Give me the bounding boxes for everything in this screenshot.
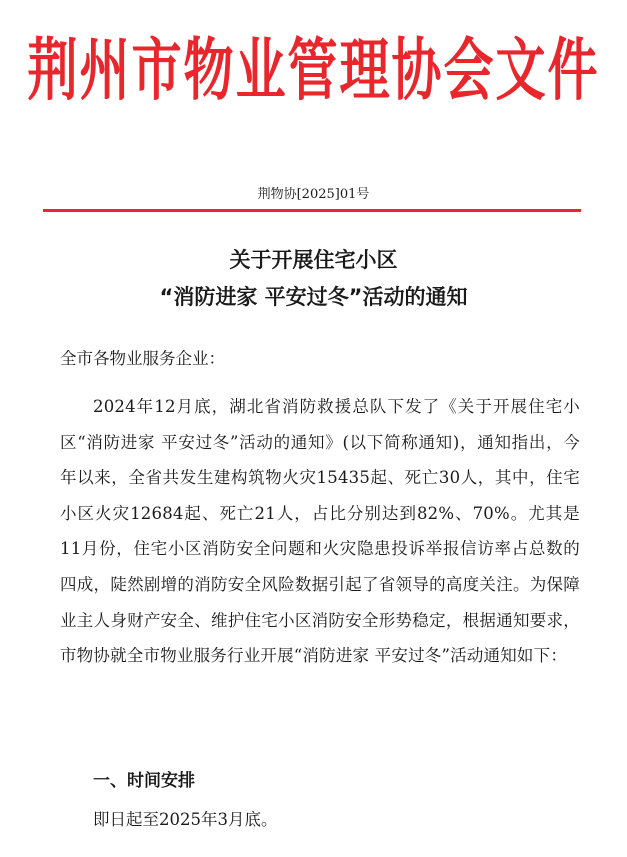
salutation: 全市各物业服务企业： — [60, 349, 225, 368]
notice-title-line1: 关于开展住宅小区 — [229, 248, 398, 272]
body-paragraph: 2024年12月底，湖北省消防救援总队下发了《关于开展住宅小区“消防进家 平安过冬”活动的通知》(以下简称通知)，通知指出，今年以来，全省共发生建构筑物火灾15435起、死亡30人，其中，住宅小区火灾12684起、死亡21人，占比分别达到82%、70%。尤其是11月份，住宅小区消防安全问题和火灾隐患投诉举报信访率占总数的四成，陡然剧增的消防安全风险数据引起了省领导的高度关注。为保障业主人身财产安全、维护住宅小区消防安全形势稳定，根据通知要求，市物协就全市物业服务行业开展“消防进家 平安过冬”活动通知如下： — [60, 397, 580, 666]
document-header-title: 荆州市物业管理协会文件 — [27, 31, 600, 110]
red-divider-line — [43, 209, 581, 212]
section-text-schedule: 即日起至2025年3月底。 — [93, 810, 278, 829]
notice-title-line2: “消防进家 平安过冬”活动的通知 — [159, 285, 468, 309]
document-number: 荆物协[2025]01号 — [257, 187, 370, 202]
section-heading-schedule: 一、时间安排 — [93, 771, 195, 791]
